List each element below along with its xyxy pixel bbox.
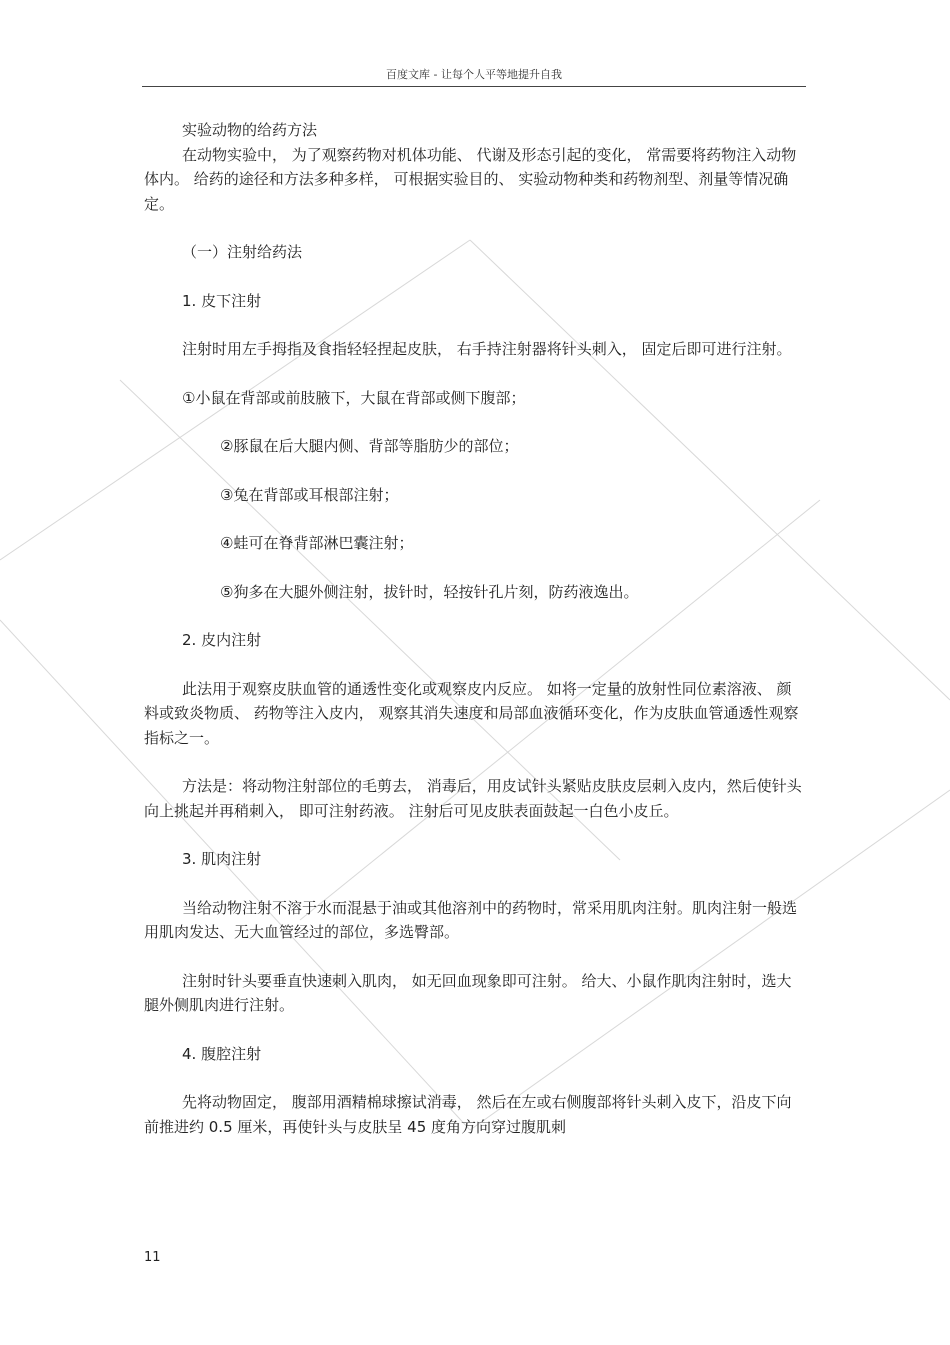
- paragraph-intramuscular-method: 注射时针头要垂直快速刺入肌肉， 如无回血现象即可注射。 给大、小鼠作肌肉注射时，选大腿外侧肌肉进行注射。: [144, 971, 792, 1014]
- subheading-intraperitoneal: 4. 腹腔注射: [182, 1044, 262, 1063]
- page-header: 百度文库 - 让每个人平等地提升自我: [142, 64, 806, 87]
- paragraph-intradermal-purpose: 此法用于观察皮肤血管的通透性变化或观察皮内反应。 如将一定量的放射性同位素溶液、 颜料或致炎物质、 药物等注入皮内， 观察其消失速度和局部血液循环变化，作为皮肤血管通透性观察指标之一。: [144, 679, 799, 747]
- paragraph-subcutaneous: 注射时用左手拇指及食指轻轻捏起皮肤， 右手持注射器将针头刺入， 固定后即可进行注射。: [182, 340, 792, 358]
- document-body: [144, 118, 806, 1139]
- subheading-intradermal: 2. 皮内注射: [182, 631, 262, 649]
- list-item-rabbit: ③兔在背部或耳根部注射；: [220, 485, 399, 504]
- page-number: 11: [144, 1250, 161, 1265]
- paragraph-intraperitoneal: 先将动物固定， 腹部用酒精棉球擦试消毒， 然后在左或右侧腹部将针头刺入皮下，沿皮下向前推进约 0.5 厘米，再使针头与皮肤呈 45 度角方向穿过腹肌刺: [144, 1093, 792, 1136]
- paragraph-intramuscular-site: 当给动物注射不溶于水而混悬于油或其他溶剂中的药物时，常采用肌肉注射。肌肉注射一般选用肌肉发达、无大血管经过的部位，多选臀部。: [144, 898, 798, 941]
- document-title: 实验动物的给药方法: [182, 121, 318, 139]
- subheading-intramuscular: 3. 肌肉注射: [182, 850, 262, 868]
- list-item-mouse: ①小鼠在背部或前肢腋下，大鼠在背部或侧下腹部；: [182, 388, 526, 407]
- list-item-guinea-pig: ②豚鼠在后大腿内侧、背部等脂肪少的部位；: [220, 437, 519, 455]
- section-heading-injection: （一）注射给药法: [182, 243, 303, 261]
- subheading-subcutaneous: 1. 皮下注射: [182, 291, 262, 310]
- list-item-frog: ④蛙可在脊背部淋巴囊注射；: [220, 534, 414, 552]
- list-item-dog: ⑤狗多在大腿外侧注射，拔针时，轻按针孔片刻，防药液逸出。: [220, 582, 639, 601]
- intro-paragraph: 在动物实验中， 为了观察药物对机体功能、 代谢及形态引起的变化， 常需要将药物注入动物体内。 给药的途径和方法多种多样， 可根据实验目的、 实验动物种类和药物剂型、剂量等情况确定。: [144, 145, 797, 213]
- paragraph-intradermal-method: 方法是：将动物注射部位的毛剪去， 消毒后，用皮试针头紧贴皮肤皮层刺入皮内，然后使针头向上挑起并再稍刺入， 即可注射药液。 注射后可见皮肤表面鼓起一白色小皮丘。: [144, 777, 802, 820]
